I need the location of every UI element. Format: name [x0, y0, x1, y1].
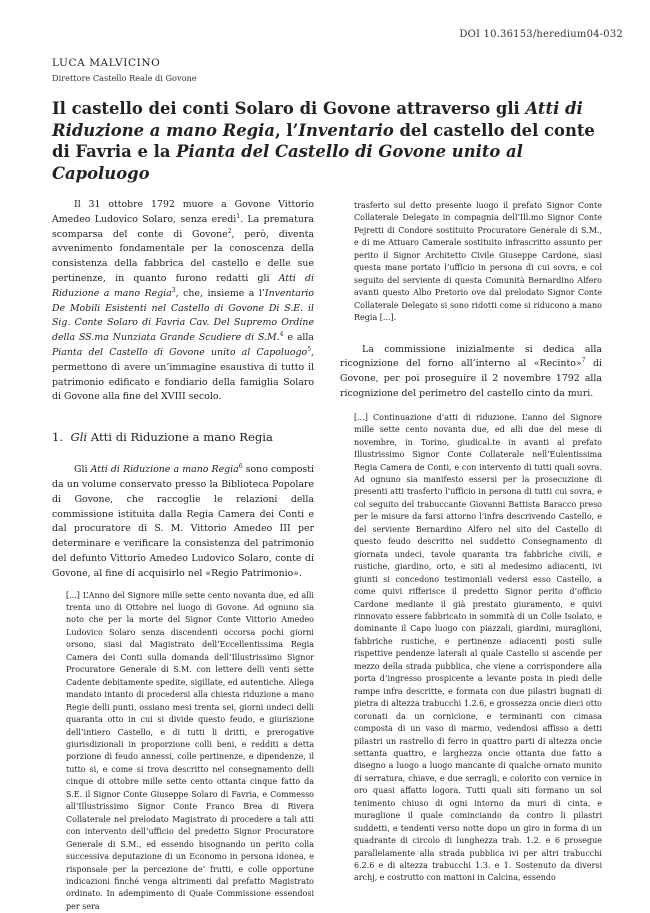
footnote-ref[interactable]: 5 [307, 345, 312, 353]
footnote-ref[interactable]: 1 [236, 212, 241, 220]
intro-paragraph: Il 31 ottobre 1792 muore a Govone Vittorio Amedeo Ludovico Solaro, senza eredi$^1$. La prematura scomparsa del conte di Govone$^2$, però, diventa avvenimento fondamentale per la conoscenza della consistenza della fabbrica del castello e delle sue pertinenze, in quanto furono redatti gli Atti di Riduzione a mano Regia$^3$, che, insieme a l’Inventario De Mobili Esistenti nel Castello di Govone Di S.E. il Sig. Conte Solaro di Favria Cav. Del Supremo Ordine della SS.ma Nunziata Grande Scudiere di S.M.$^4$ e alla Pianta del Castello di Govone unito al Capoluogo$^5$, permettono di avere un’immagine esaustiva di tutto il patrimonio edificato e fondiario della famiglia Solaro di Govone alla fine del XVIII secolo. [52, 199, 314, 403]
title-italic-part: Pianta del Castello di Govone unito al Capoluogo [52, 142, 523, 183]
author-affiliation: Direttore Castello Reale di Govone [52, 73, 197, 83]
article-title [52, 98, 612, 184]
footnote-ref[interactable]: 7 [581, 357, 586, 365]
section-paragraph: Gli Atti di Riduzione a mano Regia$^6$ sono composti da un volume conservato presso la Biblioteca Popolare di Govone, che raccoglie le relazioni della commissione istituita dalla Regia Camera dei Conti e dal procuratore di S. M. Vittorio Amedeo III per determinare e verificare la consistenza del patrimonio del defunto Vittorio Amedeo Ludovico Solaro, conte di Govone, al fine di acquisirlo nel «Regio Patrimonio». [52, 463, 315, 579]
author-name: LUCA MALVICINO [52, 57, 161, 69]
left-column [52, 198, 314, 913]
section-heading: 1. Gli Atti di Riduzione a mano Regia [52, 430, 273, 445]
archival-quote: [...] L’Anno del Signore mille sette cento novanta due, ed alli trenta uno di Ottobre nel luogo di Govone. Ad ognuno sia noto che per la morte del Signor Conte Vittorio Amedeo Ludovico Solaro senza discendenti occorsa pochi giorni orsono, siasi dal Magistrato dell’Eccellentissima Regia Camera dei Conti sulla domanda dell’Illustrissimo Signor Procuratore Generale di S.M. con lettere delli venti sette Cadente debitamente spedite, sigillate, ed autentiche. Allega mandato intanto di procedersi alla chiesta riduzione a mano Regie delli punti, ossiano mesi trenta sei, giorni undeci delli quaranta otto in cui si divide questo feudo, e giuriszione dell’intiero Castello, e di tutti li dritti, e prerogative giurisdizionali in proporzione colli beni, e redditi a detta porzione di feudo annessi, colle pertinenze, e dipendenze, il tutto si, e come si trova descritto nel consegnamento delli cinque di ottobre mille sette cento ottanta cinque fatto da S.E. il Signor Conte Giuseppe Solaro di Favria, e Commesso all’Illustrissimo Signor Conte Franco Brea di Rivera Collaterale nel prelodato Magistrato di procedere a tali atti con intervento dell’ufficio del predetto Signor Procuratore Generale di S.M., ed essendo bisognando un perito colla successiva deputazione di un Economo in persona idonea, e risponsale per la percezione de’ frutti, e colle opportune indicazioni finché venga altrimenti dal prefatto Magistrato ordinato. In adempimento di Quale Commissione essendosi per sera [66, 590, 314, 911]
title-italic-part: Inventario [298, 120, 394, 140]
right-column [340, 198, 602, 885]
title-part: Il castello dei conti Solaro di Govone attraverso gli [52, 99, 526, 118]
footnote-ref[interactable]: 2 [227, 227, 232, 235]
footnote-ref[interactable]: 6 [238, 463, 243, 471]
doi-label: DOI 10.36153/heredium04-032 [459, 29, 623, 40]
title-part: del castello del conte di Favria e la [52, 120, 595, 161]
footnote-ref[interactable]: 3 [171, 286, 176, 294]
archival-quote-2: [...] Continuazione d’atti di riduzione. L’anno del Signore mille sette cento novanta due, ed alli due del mese di novembre, in Torino, giudical.te in avanti al prefato Illustrissimo Signor Conte Collaterale nell’Eulentissima Regia Camera de Conti, e con intervento di tutti quali sovra. Ad ognuno sia manifesto essersi per la prosecuzione di presenti atti trasferto l’ufficio in persona di tutti cui sovra, e col seguito del trabuccante Giovanni Battista Baracco preso per le misure da farsi attorno l’infra descrivendo Castello, e del serviente Bernardino Alfero nel sito del Castello di questo feudo descritto nel suddetto Consegnamento di giornata undeci, tavole quaranta tra fabbriche civili, e rustiche, giardino, orto, e siti al medesimo adiacenti, ivi giunti si concedono testimoniali vedersi esso Castello, a come quivi rifferisce il predetto Signor perito d’officio Cardone mediante il già prestato giuramento, e quivi rinnovato essere fabbricato in sommità di un Colle Isolato, e dominante il Capo luogo con piazzali, giardini, muraglioni, fabbriche rustiche, e pertinenze adiacenti posti sulle rispettive pendenze laterali al quale Castello si ascende per mezzo della strada pubblica, che viene a corrispondere alla porta d’ingresso prospicente a levante posta in piedi delle rampe infra descritte, e formata con due pilastri bugnati di pietra di altezza trabucchi 1.2.6, e grossezza oncie dieci otto coronati da un cornicione, e terminanti con cimasa composta di un vaso di marmo, vedendosi affisso a detti pilastri un rastrello di ferro in quattro parti di altezza oncie settanta quattro, e larghezza oncie ottanta due fatto a disegno a luogo a luogo mancante di qualche ornato munito di serratura, chiave, e due serragli, e colorito con vernice in oro quasi affatto logora. Tutti quali siti formano un sol tenimento chiuso di ogni intorno da muri di cinta, e muraglione il quale cominciando da contro li pilastri suddetti, e tendenti verso notte dopo un giro in forma di un quadrante di circolo di lunghezza trab. 1.2. e 6 prosegue parallelamente alla strada pubblica ivi per altri trabucchi 6.2.6 e di altezza trabucchi 1.3. e 1. Sostenuto da diversi archj, e costrutto con mattoni in Calcina, essendo [354, 412, 602, 883]
commission-paragraph: La commissione inizialmente si dedica alla ricognizione del forno all’interno al «Recinto»$^7$ di Govone, per poi proseguire il 2 novembre 1792 alla ricognizione del perimetro del castello cinto da muri. [340, 343, 602, 399]
title-part: , l’ [274, 120, 299, 140]
footnote-ref[interactable]: 4 [279, 331, 284, 339]
archival-quote-continued: trasferto sul detto presente luogo il prefato Signor Conte Collaterale Delegato in compagnia dell’Ill.mo Signor Conte Pejretti di Condore sostituito Procuratore Generale di S.M., e di me Attuaro Camerale sostituito infrascritto assunto per perito il Signor Architetto Civile Giuseppe Cardone, siasi questa mane portato l’ufficio in persona di cui sovra, e col seguito del serviente di questa Comunità Bernardino Alfero avanti questo Albo Pretorio ove dal prelodato Signor Conte Collaterale Delegato si sono ridotti come si riducono a mano Regia [...]. [354, 201, 602, 323]
title-italic-part: Atti di Riduzione a mano Regia [52, 99, 583, 140]
